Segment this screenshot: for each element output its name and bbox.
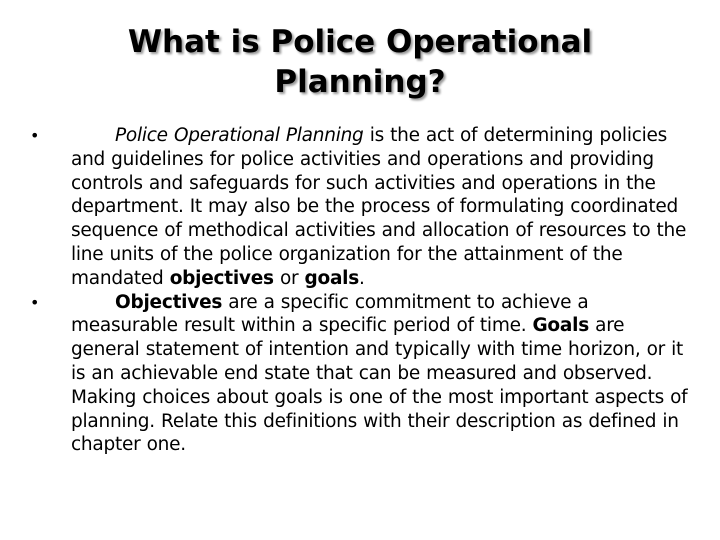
slide-title-line-2: Planning? <box>274 64 446 100</box>
closing-period: . <box>359 267 365 289</box>
bullet-marker: • <box>30 292 40 312</box>
bullet-item-definition <box>30 124 690 291</box>
slide-title <box>60 22 660 102</box>
bullet-item-objectives-goals <box>30 291 690 458</box>
bullet-marker: • <box>30 126 40 145</box>
term-objectives: Objectives <box>115 291 223 313</box>
term-police-operational-planning: Police Operational Planning <box>115 125 364 146</box>
term-objectives: objectives <box>169 267 274 289</box>
objectives-definition-text: are a specific commitment to achieve a measurable result within a specific period of time. <box>71 291 589 337</box>
slide-title-line-1: What is Police Operational <box>127 24 593 60</box>
connector-text: or <box>273 267 305 289</box>
term-goals: Goals <box>532 315 589 337</box>
definition-text: is the act of determining policies and guidelines for police activities and operations and providing controls and safeguards for such activities and operations in the department. It may also be the process of formulating coordinated sequence of methodical activities and allocation of resources to the line units of the police organization for the attainment of the mandated <box>71 125 687 289</box>
bullet-list <box>30 124 690 457</box>
goals-definition-text: are general statement of intention and typically with time horizon, or it is an achievable end state that can be measured and observed. Making choices about goals is one of the most important aspects of planning. Relate this definitions with their description as defined in chapter one. <box>71 315 688 456</box>
term-goals: goals <box>304 267 360 289</box>
